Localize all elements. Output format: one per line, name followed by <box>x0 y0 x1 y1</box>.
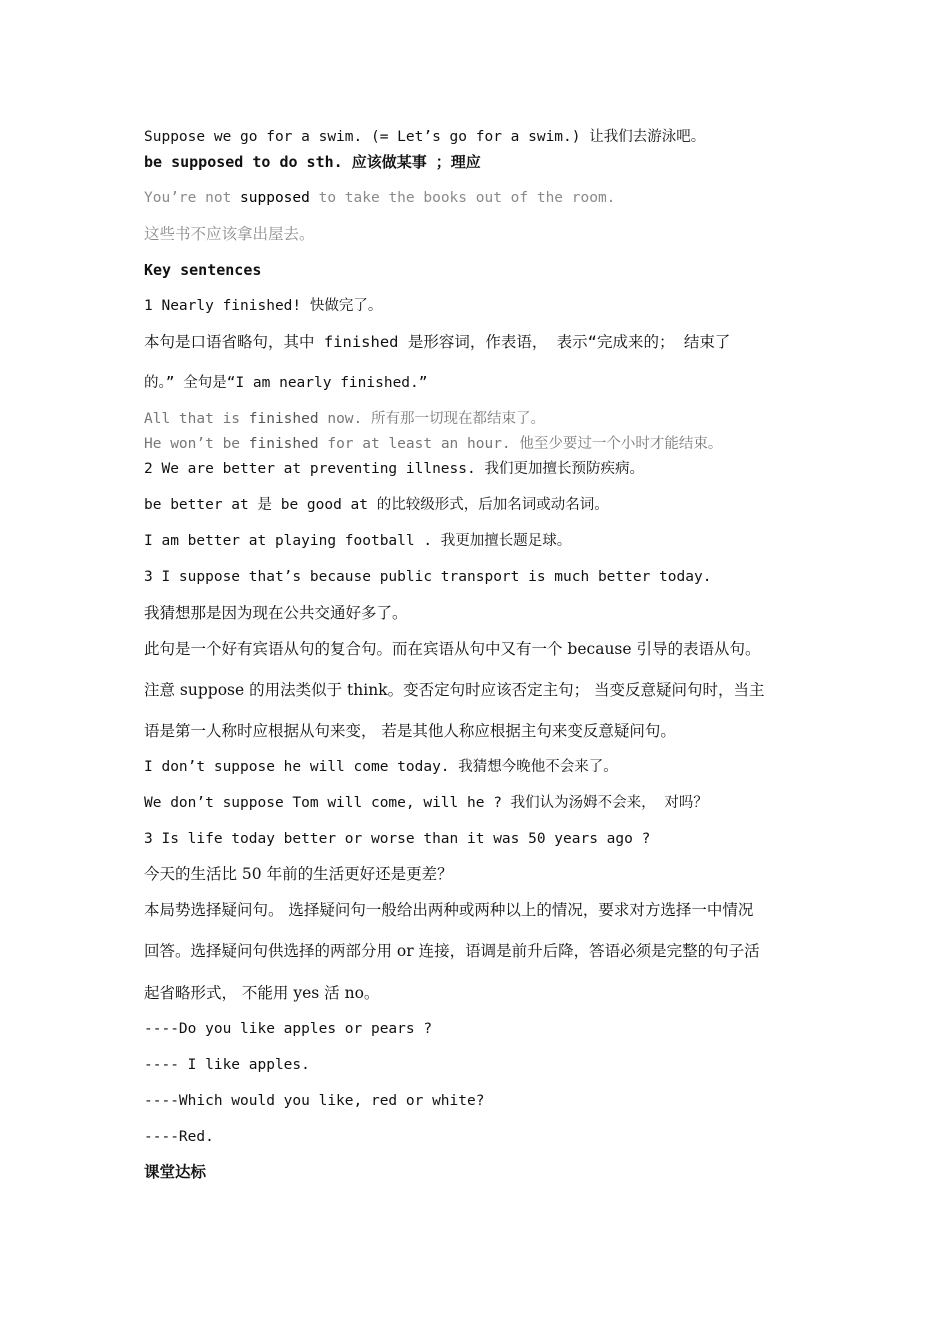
phrase-heading-be-supposed: be supposed to do sth. 应该做某事 ；理应 <box>144 153 481 171</box>
highlighted-word: finished <box>248 436 319 452</box>
explanation-paragraph: 语是第一人称时应根据从句来变， 若是其他人称应根据主句来变反意疑问句。 <box>144 722 676 740</box>
sentence-translation: 我猜想那是因为现在公共交通好多了。 <box>144 604 408 622</box>
example-finished-hour <box>144 434 722 454</box>
key-sentence-1: 1 Nearly finished! 快做完了。 <box>144 298 383 314</box>
dialogue-line: ----Do you like apples or pears ? <box>144 1021 433 1037</box>
section-heading-class-practice: 课堂达标 <box>144 1162 207 1181</box>
example-come-today: I don’t suppose he will come today. 我猜想今晚他不会来了。 <box>144 759 618 775</box>
key-sentence-2: 2 We are better at preventing illness. 我们更加擅长预防疾病。 <box>144 461 644 477</box>
explanation-line: be better at 是 be good at 的比较级形式，后加名词或动名词。 <box>144 497 609 513</box>
dialogue-line: ---- I like apples. <box>144 1057 310 1073</box>
section-heading-key-sentences: Key sentences <box>144 261 262 279</box>
sentence-translation: 今天的生活比 50 年前的生活更好还是更差？ <box>144 865 453 883</box>
highlighted-word: finished <box>248 411 319 427</box>
example-books-room <box>144 188 615 208</box>
example-text: All that is <box>144 411 249 427</box>
example-translation: 这些书不应该拿出屋去。 <box>144 225 315 243</box>
explanation-paragraph: 回答。选择疑问句供选择的两部分用 or 连接，语调是前升后降，答语必须是完整的句子活 <box>144 942 760 960</box>
explanation-paragraph: 起省略形式， 不能用 yes 活 no。 <box>144 984 380 1002</box>
highlighted-word: supposed <box>240 190 310 206</box>
key-sentence-4: 3 Is life today better or worse than it was 50 years ago ? <box>144 831 651 847</box>
example-finished-now <box>144 409 545 429</box>
explanation-paragraph: 本局势选择疑问句。 选择疑问句一般给出两种或两种以上的情况，要求对方选择一中情况 <box>144 901 754 919</box>
example-text: now. 所有那一切现在都结束了。 <box>318 411 545 427</box>
example-football: I am better at playing football . 我更加擅长题足球。 <box>144 533 572 549</box>
explanation-paragraph: 本句是口语省略句，其中 finished 是形容词，作表语， 表示“完成来的； 结束了 <box>144 333 731 351</box>
example-text: He won’t be <box>144 436 249 452</box>
example-text: to take the books out of the room. <box>309 190 616 206</box>
dialogue-line: ----Red. <box>144 1129 214 1145</box>
explanation-paragraph: 的。” 全句是“I am nearly finished.” <box>144 375 428 391</box>
example-text: You’re not <box>144 190 241 206</box>
example-text: for at least an hour. 他至少要过一个小时才能结束。 <box>318 436 723 452</box>
explanation-paragraph: 注意 suppose 的用法类似于 think。变否定句时应该否定主句； 当变反意疑问句时，当主 <box>144 681 765 699</box>
dialogue-line: ----Which would you like, red or white? <box>144 1093 485 1109</box>
explanation-paragraph: 此句是一个好有宾语从句的复合句。而在宾语从句中又有一个 because 引导的表语从句。 <box>144 640 761 658</box>
key-sentence-3: 3 I suppose that’s because public transport is much better today. <box>144 569 712 585</box>
example-tom-come: We don’t suppose Tom will come, will he ? 我们认为汤姆不会来， 对吗？ <box>144 795 708 811</box>
example-suppose-swim: Suppose we go for a swim. (= Let’s go for a swim.) 让我们去游泳吧。 <box>144 129 706 145</box>
